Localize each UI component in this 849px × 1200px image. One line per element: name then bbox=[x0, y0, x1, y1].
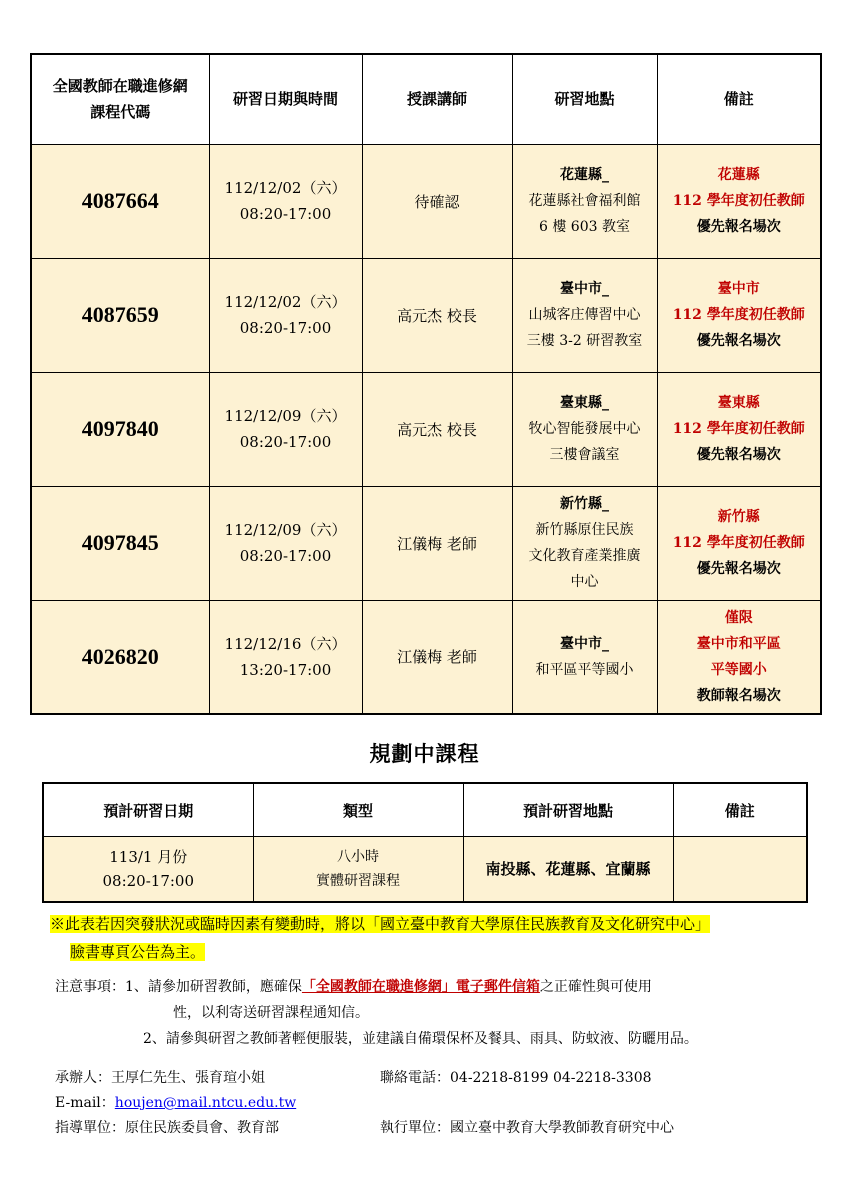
location-detail: 三樓會議室 bbox=[549, 447, 620, 463]
remark-highlight: 臺中市和平區 bbox=[696, 635, 781, 652]
plan-date-cell bbox=[43, 837, 253, 903]
plan-header-date: 預計研習日期 bbox=[43, 783, 253, 837]
table-header-row bbox=[31, 54, 821, 144]
location-city: 花蓮縣_ bbox=[560, 167, 609, 183]
planned-courses-title: 規劃中課程 bbox=[369, 741, 480, 766]
course-time: 08:20-17:00 bbox=[239, 319, 332, 337]
remark-text: 教師報名場次 bbox=[696, 687, 781, 704]
course-instructor: 待確認 bbox=[362, 144, 512, 258]
plan-time: 08:20-17:00 bbox=[102, 872, 195, 890]
course-date: 112/12/02（六） bbox=[224, 179, 347, 197]
course-time: 13:20-17:00 bbox=[239, 660, 332, 679]
location-city: 臺中市_ bbox=[560, 281, 609, 297]
contact-email-line bbox=[55, 1091, 296, 1115]
course-time: 08:20-17:00 bbox=[239, 205, 332, 223]
course-remarks bbox=[657, 258, 821, 372]
email-link[interactable]: houjen@mail.ntcu.edu.tw bbox=[114, 1095, 297, 1111]
remark-highlight: 臺中市 bbox=[717, 281, 760, 297]
notice-line-1: ※此表若因突發狀況或臨時因素有變動時，將以「國立臺中教育大學原住民族教育及文化研究中心」 bbox=[50, 915, 711, 933]
remark-text: 優先報名場次 bbox=[696, 447, 781, 463]
course-location bbox=[512, 486, 657, 600]
location-city: 臺東縣_ bbox=[560, 395, 609, 411]
plan-header-location: 預計研習地點 bbox=[463, 783, 673, 837]
plan-remarks bbox=[673, 837, 807, 903]
course-remarks bbox=[657, 486, 821, 600]
remark-highlight: 僅限 bbox=[724, 609, 753, 626]
location-detail: 和平區平等國小 bbox=[535, 661, 634, 678]
remark-highlight: 新竹縣 bbox=[717, 509, 760, 525]
course-location bbox=[512, 372, 657, 486]
header-remarks: 備註 bbox=[657, 54, 821, 144]
course-code: 4026820 bbox=[31, 600, 209, 714]
location-detail: 文化教育產業推廣 bbox=[528, 548, 641, 564]
course-code: 4087659 bbox=[31, 258, 209, 372]
course-remarks bbox=[657, 144, 821, 258]
course-date: 112/12/02（六） bbox=[224, 293, 347, 311]
table-row bbox=[31, 144, 821, 258]
course-location bbox=[512, 258, 657, 372]
course-remarks bbox=[657, 600, 821, 714]
course-instructor: 江儀梅 老師 bbox=[362, 486, 512, 600]
attention-notes bbox=[55, 974, 825, 1052]
remark-text: 優先報名場次 bbox=[696, 561, 781, 577]
plan-location: 南投縣、花蓮縣、宜蘭縣 bbox=[463, 837, 673, 903]
location-city: 新竹縣_ bbox=[560, 496, 609, 512]
remark-highlight: 112 學年度初任教師 bbox=[672, 535, 805, 551]
course-instructor: 高元杰 校長 bbox=[362, 258, 512, 372]
attention-item-1-pre: 1、請參加研習教師，應確保 bbox=[125, 979, 302, 995]
course-code: 4097845 bbox=[31, 486, 209, 600]
attention-item-1-post: 之正確性與可使用 bbox=[539, 979, 652, 995]
header-course-code: 全國教師在職進修網 課程代碼 bbox=[31, 54, 209, 144]
contact-phone: 聯絡電話：04-2218-8199 04-2218-3308 bbox=[380, 1070, 652, 1086]
course-datetime bbox=[209, 600, 362, 714]
contact-handler: 承辦人：王厚仁先生、張育瑄小姐 bbox=[55, 1070, 265, 1086]
location-detail: 花蓮縣社會福利館 bbox=[528, 193, 641, 209]
guiding-unit: 指導單位：原住民族委員會、教育部 bbox=[55, 1120, 279, 1136]
plan-type-mode: 實體研習課程 bbox=[316, 873, 400, 889]
table-row bbox=[31, 486, 821, 600]
course-time: 08:20-17:00 bbox=[239, 547, 332, 565]
course-date: 112/12/09（六） bbox=[224, 407, 347, 425]
notice-line-2: 臉書專頁公告為主。 bbox=[70, 943, 206, 961]
executing-unit: 執行單位：國立臺中教育大學教師教育研究中心 bbox=[380, 1120, 674, 1136]
remark-highlight: 112 學年度初任教師 bbox=[672, 421, 805, 437]
plan-header-type: 類型 bbox=[253, 783, 463, 837]
plan-date: 113/1 月份 bbox=[109, 848, 188, 866]
plan-header-row bbox=[43, 783, 807, 837]
course-instructor: 高元杰 校長 bbox=[362, 372, 512, 486]
remark-highlight: 112 學年度初任教師 bbox=[672, 193, 805, 209]
remark-highlight: 花蓮縣 bbox=[717, 167, 760, 183]
planned-courses-table bbox=[42, 782, 808, 903]
course-date: 112/12/16（六） bbox=[224, 634, 347, 653]
plan-row bbox=[43, 837, 807, 903]
attention-item-2: 2、請參與研習之教師著輕便服裝，並建議自備環保杯及餐具、雨具、防蚊液、防曬用品。 bbox=[143, 1031, 698, 1047]
course-time: 08:20-17:00 bbox=[239, 433, 332, 451]
header-location: 研習地點 bbox=[512, 54, 657, 144]
remark-text: 優先報名場次 bbox=[696, 333, 781, 349]
course-date: 112/12/09（六） bbox=[224, 521, 347, 539]
location-detail: 新竹縣原住民族 bbox=[535, 522, 634, 538]
course-schedule-table bbox=[30, 53, 822, 715]
location-detail: 牧心智能發展中心 bbox=[528, 421, 641, 437]
header-date-time: 研習日期與時間 bbox=[209, 54, 362, 144]
table-row bbox=[31, 258, 821, 372]
change-notice bbox=[50, 910, 810, 966]
course-datetime bbox=[209, 258, 362, 372]
remark-highlight: 平等國小 bbox=[710, 661, 767, 678]
table-row bbox=[31, 600, 821, 714]
course-datetime bbox=[209, 372, 362, 486]
table-row bbox=[31, 372, 821, 486]
plan-header-remarks: 備註 bbox=[673, 783, 807, 837]
remark-highlight: 臺東縣 bbox=[717, 395, 760, 411]
location-detail: 三樓 3-2 研習教室 bbox=[526, 333, 643, 349]
course-datetime bbox=[209, 144, 362, 258]
location-detail: 6 樓 603 教室 bbox=[539, 219, 630, 235]
attention-item-1-cont: 性，以利寄送研習課程通知信。 bbox=[173, 1005, 369, 1021]
remark-highlight: 112 學年度初任教師 bbox=[672, 307, 805, 323]
header-instructor: 授課講師 bbox=[362, 54, 512, 144]
plan-type-hours: 八小時 bbox=[337, 849, 379, 865]
course-datetime bbox=[209, 486, 362, 600]
location-detail: 山城客庄傳習中心 bbox=[528, 307, 641, 323]
course-remarks bbox=[657, 372, 821, 486]
plan-type-cell bbox=[253, 837, 463, 903]
attention-item-1-highlight: 「全國教師在職進修網」電子郵件信箱 bbox=[301, 979, 540, 995]
location-detail: 中心 bbox=[570, 574, 599, 590]
email-label: E-mail： bbox=[55, 1095, 115, 1111]
course-location bbox=[512, 600, 657, 714]
remark-text: 優先報名場次 bbox=[696, 219, 781, 235]
location-city: 臺中市_ bbox=[560, 635, 609, 652]
course-code: 4087664 bbox=[31, 144, 209, 258]
course-code: 4097840 bbox=[31, 372, 209, 486]
course-instructor: 江儀梅 老師 bbox=[362, 600, 512, 714]
course-location bbox=[512, 144, 657, 258]
attention-label: 注意事項： bbox=[55, 979, 125, 995]
